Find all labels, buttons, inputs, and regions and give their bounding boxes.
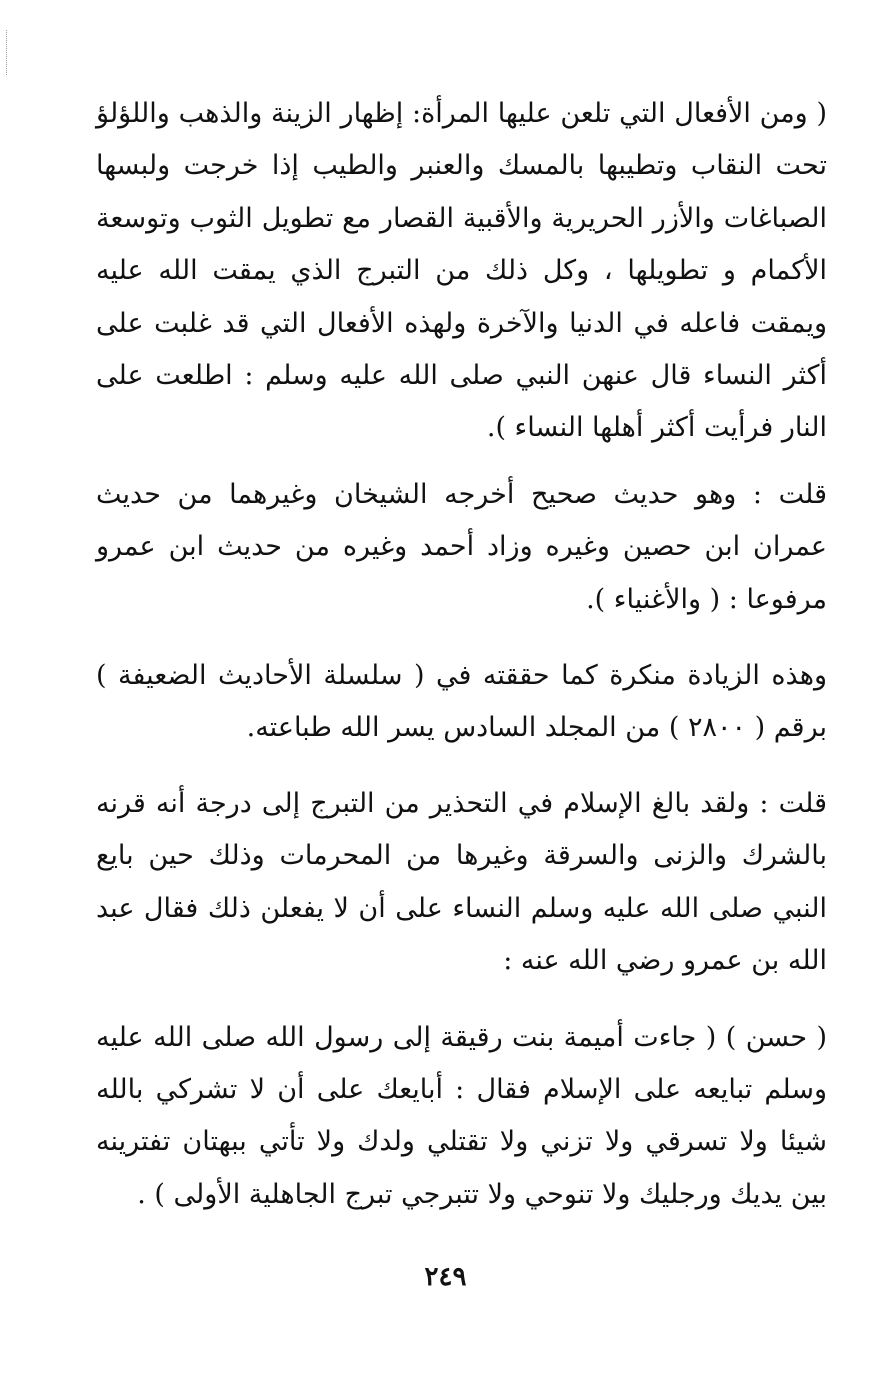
paragraph-hadith-grading: قلت : وهو حديث صحيح أخرجه الشيخان وغيرهما من حديث عمران ابن حصين وغيره وزاد أحمد وغيره من حديث ابن عمرو مرفوعا : ( والأغنياء ). bbox=[96, 478, 827, 615]
paragraph-umaymah-hadith: ( حسن ) ( جاءت أميمة بنت رقيقة إلى رسول الله صلى الله عليه وسلم تبايعه على الإسلام فقال : أبايعك على أن لا تشركي بالله شيئا ولا تسرقي ولا تزني ولا تقتلي ولدك ولا تأتي ببهتان تفترينه بين يديك ورجليك ولا تنوحي ولا تتبرجي تبرج الجاهلية الأولى ) . bbox=[96, 1021, 827, 1210]
scan-edge-marks bbox=[6, 30, 9, 75]
paragraph-weak-addition: وهذه الزيادة منكرة كما حققته في ( سلسلة الأحاديث الضعيفة ) برقم ( ٢٨٠٠ ) من المجلد السادس يسر الله طباعته. bbox=[96, 660, 827, 744]
paragraph-islam-warning: قلت : ولقد بالغ الإسلام في التحذير من التبرج إلى درجة أنه قرنه بالشرك والزنى والسرقة وغيرها من المحرمات وذلك حين بايع النبي صلى الله عليه وسلم النساء على أن لا يفعلن ذلك فقال عبد الله بن عمرو رضي الله عنه : bbox=[96, 787, 827, 977]
page-body bbox=[96, 88, 827, 1221]
page-number: ٢٤٩ bbox=[424, 1262, 467, 1292]
paragraph-women-adornment: ( ومن الأفعال التي تلعن عليها المرأة: إظهار الزينة والذهب واللؤلؤ تحت النقاب وتطيبها بالمسك والعنبر والطيب إذا خرجت ولبسها الصباغات والأزر الحريرية والأقبية القصار مع تطويل الثوب وتوسعة الأكمام و تطويلها ، وكل ذلك من التبرج الذي يمقت الله عليه ويمقت فاعله في الدنيا والآخرة ولهذه الأفعال التي قد غلبت على أكثر النساء قال عنهن النبي صلى الله عليه وسلم : اطلعت على النار فرأيت أكثر أهلها النساء ). bbox=[96, 98, 827, 444]
